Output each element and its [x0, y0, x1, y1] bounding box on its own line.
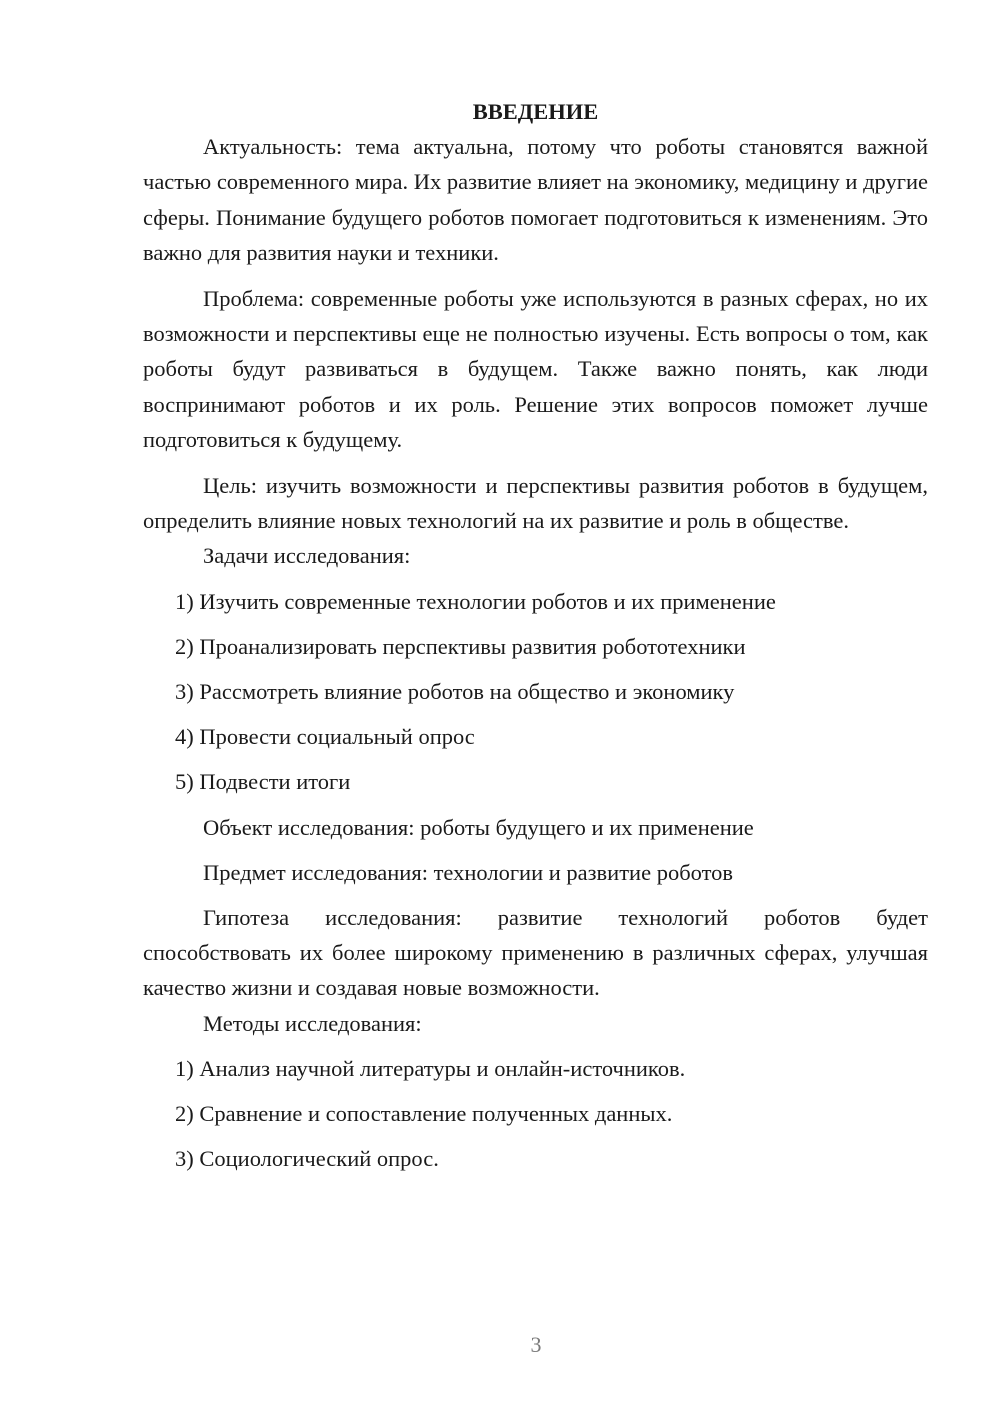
method-item: 2) Сравнение и сопоставление полученных данных. — [175, 1101, 673, 1127]
task-item: 3) Рассмотреть влияние роботов на общество и экономику — [175, 679, 735, 705]
hypothesis-paragraph: Гипотеза исследования: развитие технологий роботов будет способствовать их более широкому применению в различных сферах, улучшая качество жизни и создавая новые возможности. — [143, 905, 928, 1001]
object-line: Объект исследования: роботы будущего и их применение — [203, 814, 754, 840]
page-number: 3 — [530, 1332, 542, 1357]
method-item: 3) Социологический опрос. — [175, 1146, 439, 1172]
problem-paragraph: Проблема: современные роботы уже используются в разных сферах, но их возможности и перспективы еще не полностью изучены. Есть вопросы о том, как роботы будут развиваться в будущем. Также важно понять, как люди воспринимают роботов и их роль. Решение этих вопросов поможет лучше подготовиться к будущему. — [143, 286, 928, 452]
task-item: 5) Подвести итоги — [175, 769, 351, 795]
subject-line: Предмет исследования: технологии и развитие роботов — [203, 859, 734, 885]
task-item: 4) Провести социальный опрос — [175, 724, 475, 750]
relevance-paragraph: Актуальность: тема актуальна, потому что роботы становятся важной частью современного мира. Их развитие влияет на экономику, медицину и другие сферы. Понимание будущего роботов помогает подготовиться к изменениям. Это важно для развития науки и техники. — [143, 134, 928, 265]
section-title: ВВЕДЕНИЕ — [472, 99, 599, 124]
goal-paragraph: Цель: изучить возможности и перспективы развития роботов в будущем, определить влияние новых технологий на их развитие и роль в обществе. — [143, 473, 928, 534]
page-content — [143, 94, 928, 1176]
task-item: 1) Изучить современные технологии роботов и их применение — [175, 588, 776, 614]
methods-heading: Методы исследования: — [203, 1010, 422, 1036]
method-item: 1) Анализ научной литературы и онлайн-источников. — [175, 1055, 686, 1081]
tasks-heading: Задачи исследования: — [203, 543, 411, 569]
task-item: 2) Проанализировать перспективы развития робототехники — [175, 633, 746, 659]
